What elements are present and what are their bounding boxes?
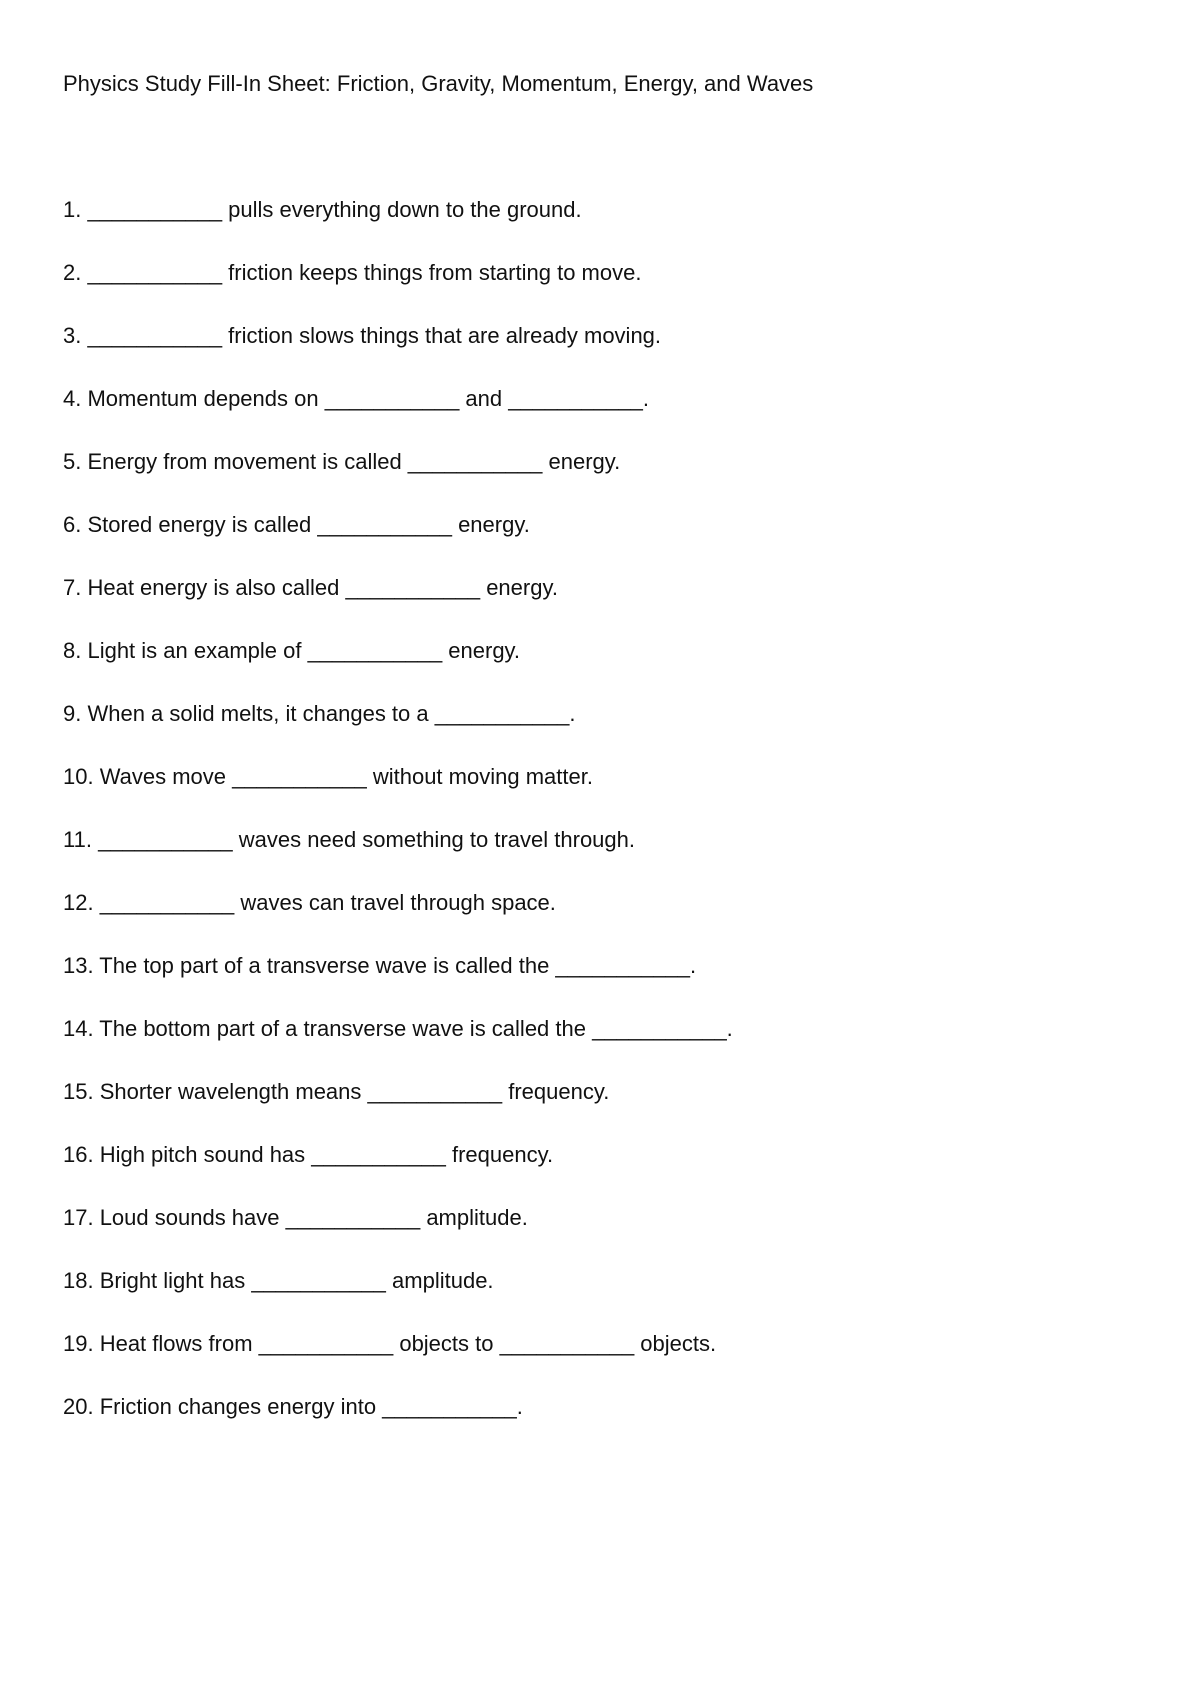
question-item: 6. Stored energy is called ___________ energy. <box>63 512 530 537</box>
question-list <box>63 196 733 1456</box>
question-item: 14. The bottom part of a transverse wave is called the ___________. <box>63 1016 733 1041</box>
question-item: 17. Loud sounds have ___________ amplitude. <box>63 1205 528 1230</box>
question-item: 16. High pitch sound has ___________ frequency. <box>63 1142 554 1167</box>
question-item: 8. Light is an example of ___________ energy. <box>63 638 521 663</box>
question-item: 12. ___________ waves can travel through space. <box>63 890 556 915</box>
question-item: 10. Waves move ___________ without moving matter. <box>63 764 593 789</box>
question-item: 15. Shorter wavelength means ___________ frequency. <box>63 1079 610 1104</box>
question-item: 4. Momentum depends on ___________ and ___________. <box>63 386 649 411</box>
question-item: 11. ___________ waves need something to travel through. <box>63 827 635 852</box>
page-title: Physics Study Fill-In Sheet: Friction, Gravity, Momentum, Energy, and Waves <box>63 71 814 96</box>
question-item: 13. The top part of a transverse wave is called the ___________. <box>63 953 697 978</box>
question-item: 20. Friction changes energy into ___________. <box>63 1394 523 1419</box>
question-item: 7. Heat energy is also called ___________ energy. <box>63 575 558 600</box>
question-item: 5. Energy from movement is called ___________ energy. <box>63 449 621 474</box>
question-item: 18. Bright light has ___________ amplitude. <box>63 1268 494 1293</box>
question-item: 3. ___________ friction slows things that are already moving. <box>63 323 662 348</box>
question-item: 2. ___________ friction keeps things from starting to move. <box>63 260 642 285</box>
question-item: 1. ___________ pulls everything down to the ground. <box>63 197 582 222</box>
question-item: 9. When a solid melts, it changes to a ___________. <box>63 701 576 726</box>
question-item: 19. Heat flows from ___________ objects to ___________ objects. <box>63 1331 717 1356</box>
